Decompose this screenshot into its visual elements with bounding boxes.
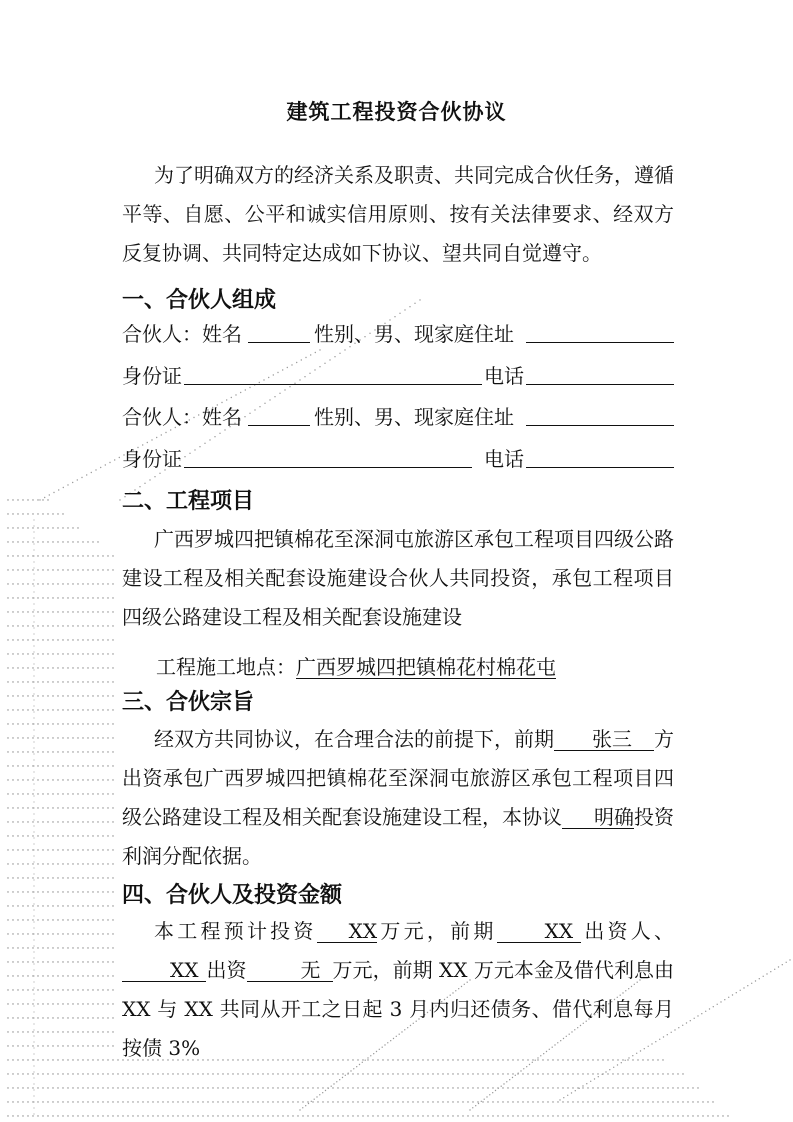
- section4-investor1: XX: [497, 920, 581, 943]
- section4-other: 无: [247, 959, 333, 982]
- section4-text-1: 本工程预计投资: [154, 919, 317, 943]
- partner1-id-label: 身份证: [122, 364, 182, 388]
- partner1-phone-blank[interactable]: [526, 384, 674, 385]
- section4-text-2: 万元，前期: [377, 919, 497, 943]
- partner1-phone-label: 电话: [484, 364, 524, 388]
- section2-heading: 二、工程项目: [122, 488, 255, 514]
- partner2-row: [122, 401, 674, 429]
- section3-text-1: 经双方共同协议，在合理合法的前提下，前期: [154, 727, 554, 751]
- partner2-phone-blank[interactable]: [526, 467, 674, 468]
- intro-text: 为了明确双方的经济关系及职责、共同完成合伙任务，遵循平等、自愿、公平和诚实信用原则、按有关法律要求、经双方反复协调、共同特定达成如下协议、望共同自觉遵守。: [122, 163, 674, 265]
- document-title: 建筑工程投资合伙协议: [286, 99, 507, 124]
- partner1-address-blank[interactable]: [526, 342, 674, 343]
- partner2-name-label: 合伙人：姓名: [122, 405, 242, 429]
- partner2-phone-label: 电话: [484, 447, 524, 471]
- section2-body: 广西罗城四把镇棉花至深洞屯旅游区承包工程项目四级公路建设工程及相关配套设施建设合伙人共同投资，承包工程项目四级公路建设工程及相关配套设施建设: [122, 527, 674, 629]
- section4-text-3: 出资人、: [581, 919, 675, 943]
- section4-heading: 四、合伙人及投资金额: [122, 882, 343, 908]
- partner1-name-label: 合伙人：姓名: [122, 322, 242, 346]
- section4-text-5: 万元，前期 XX 万元本金及借代利息由 XX 与 XX 共同从开工之日起 3 月内归还债务、借代利息每月按债 3%: [122, 958, 674, 1060]
- partner2-id-blank[interactable]: [184, 467, 472, 468]
- partner1-id-blank[interactable]: [184, 384, 482, 385]
- location-value: 广西罗城四把镇棉花村棉花屯: [296, 655, 556, 679]
- section4-text-4: 出资: [206, 958, 247, 982]
- section3-text-4: 投资利润分配依据。: [122, 805, 674, 868]
- partner1-gender-label: 性别、男、现家庭住址: [314, 322, 514, 346]
- partner1-id-row: [122, 360, 674, 388]
- section4-investor2: XX: [122, 959, 206, 982]
- partner1-name-blank[interactable]: [248, 342, 310, 343]
- partner2-gender-label: 性别、男、现家庭住址: [314, 405, 514, 429]
- partner2-id-row: [122, 443, 674, 471]
- partner2-name-blank[interactable]: [248, 425, 310, 426]
- location-label: 工程施工地点：: [156, 655, 296, 679]
- section3-text-2: 方出资承包广西罗城四把镇棉花至深洞屯旅游区承包工程项目四级公路建设工程及相关配套设施建设工程，本协议: [122, 727, 674, 829]
- location-line: [122, 651, 716, 680]
- section3-body: [122, 720, 674, 876]
- section3-emph: 明确: [562, 806, 634, 829]
- intro-paragraph: [122, 156, 674, 273]
- partner1-row: [122, 318, 674, 346]
- section4-amount: XX: [317, 920, 377, 943]
- section3-heading: 三、合伙宗旨: [122, 689, 255, 715]
- partner2-address-blank[interactable]: [526, 425, 674, 426]
- section4-body: [122, 912, 674, 1068]
- section3-name: 张三: [554, 728, 654, 751]
- partner2-id-label: 身份证: [122, 447, 182, 471]
- section1-heading: 一、合伙人组成: [122, 287, 277, 313]
